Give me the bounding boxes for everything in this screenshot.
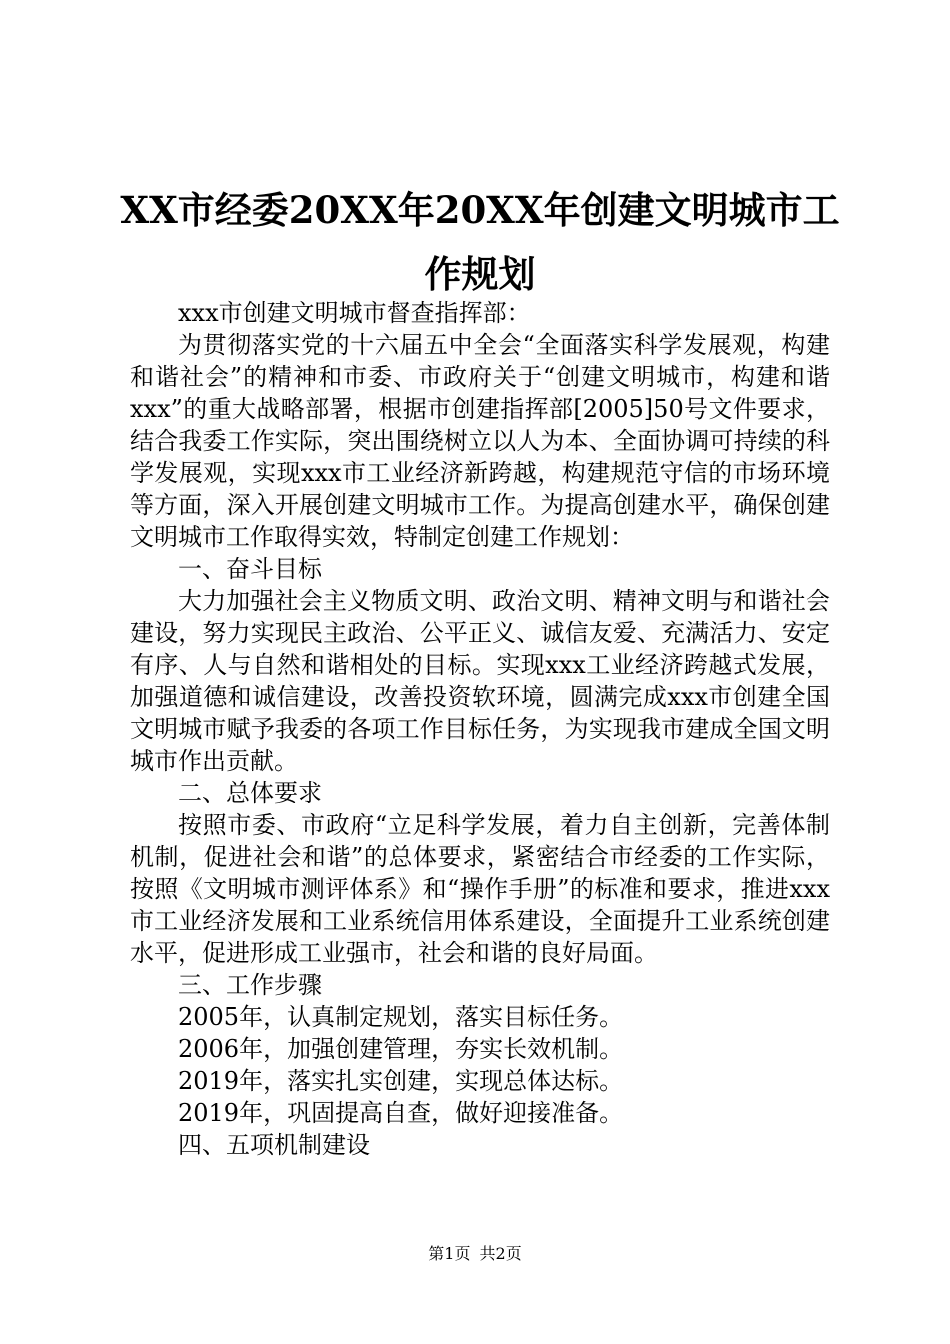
step-item: 2006年，加强创建管理，夯实长效机制。 [178,1035,624,1063]
salutation: xxx市创建文明城市督查指挥部： [178,299,531,327]
section-heading-mechanisms: 四、五项机制建设 [178,1131,370,1159]
document-title: XX市经委20XX年20XX年创建文明城市工作规划 [120,188,840,296]
page-number-total: 共2页 [479,1244,522,1263]
section-heading-requirements: 二、总体要求 [178,779,322,807]
intro-paragraph: 为贯彻落实党的十六届五中全会“全面落实科学发展观，构建和谐社会”的精神和市委、市政府关于“创建文明城市，构建和谐xxx”的重大战略部署，根据市创建指挥部[2005]50号文件要求，结合我委工作实际，突出围绕树立以人为本、全面协调可持续的科学发展观，实现xxx市工业经济新跨越，构建规范守信的市场环境等方面，深入开展创建文明城市工作。为提高创建水平，确保创建文明城市工作取得实效，特制定创建工作规划： [130,331,830,551]
page-footer [0,1242,950,1266]
page-number-current: 第1页 [428,1244,471,1263]
section-heading-goals: 一、奋斗目标 [178,555,322,583]
document-body [130,297,830,1161]
step-item: 2005年，认真制定规划，落实目标任务。 [178,1003,624,1031]
step-item: 2019年，落实扎实创建，实现总体达标。 [178,1067,624,1095]
goals-paragraph: 大力加强社会主义物质文明、政治文明、精神文明与和谐社会建设，努力实现民主政治、公平正义、诚信友爱、充满活力、安定有序、人与自然和谐相处的目标。实现xxx工业经济跨越式发展，加强道德和诚信建设，改善投资软环境，圆满完成xxx市创建全国文明城市赋予我委的各项工作目标任务，为实现我市建成全国文明城市作出贡献。 [130,587,830,775]
step-item: 2019年，巩固提高自查，做好迎接准备。 [178,1099,624,1127]
requirements-paragraph: 按照市委、市政府“立足科学发展，着力自主创新，完善体制机制，促进社会和谐”的总体要求，紧密结合市经委的工作实际，按照《文明城市测评体系》和“操作手册”的标准和要求，推进xxx市工业经济发展和工业系统信用体系建设，全面提升工业系统创建水平，促进形成工业强市，社会和谐的良好局面。 [130,811,830,967]
section-heading-steps: 三、工作步骤 [178,971,322,999]
